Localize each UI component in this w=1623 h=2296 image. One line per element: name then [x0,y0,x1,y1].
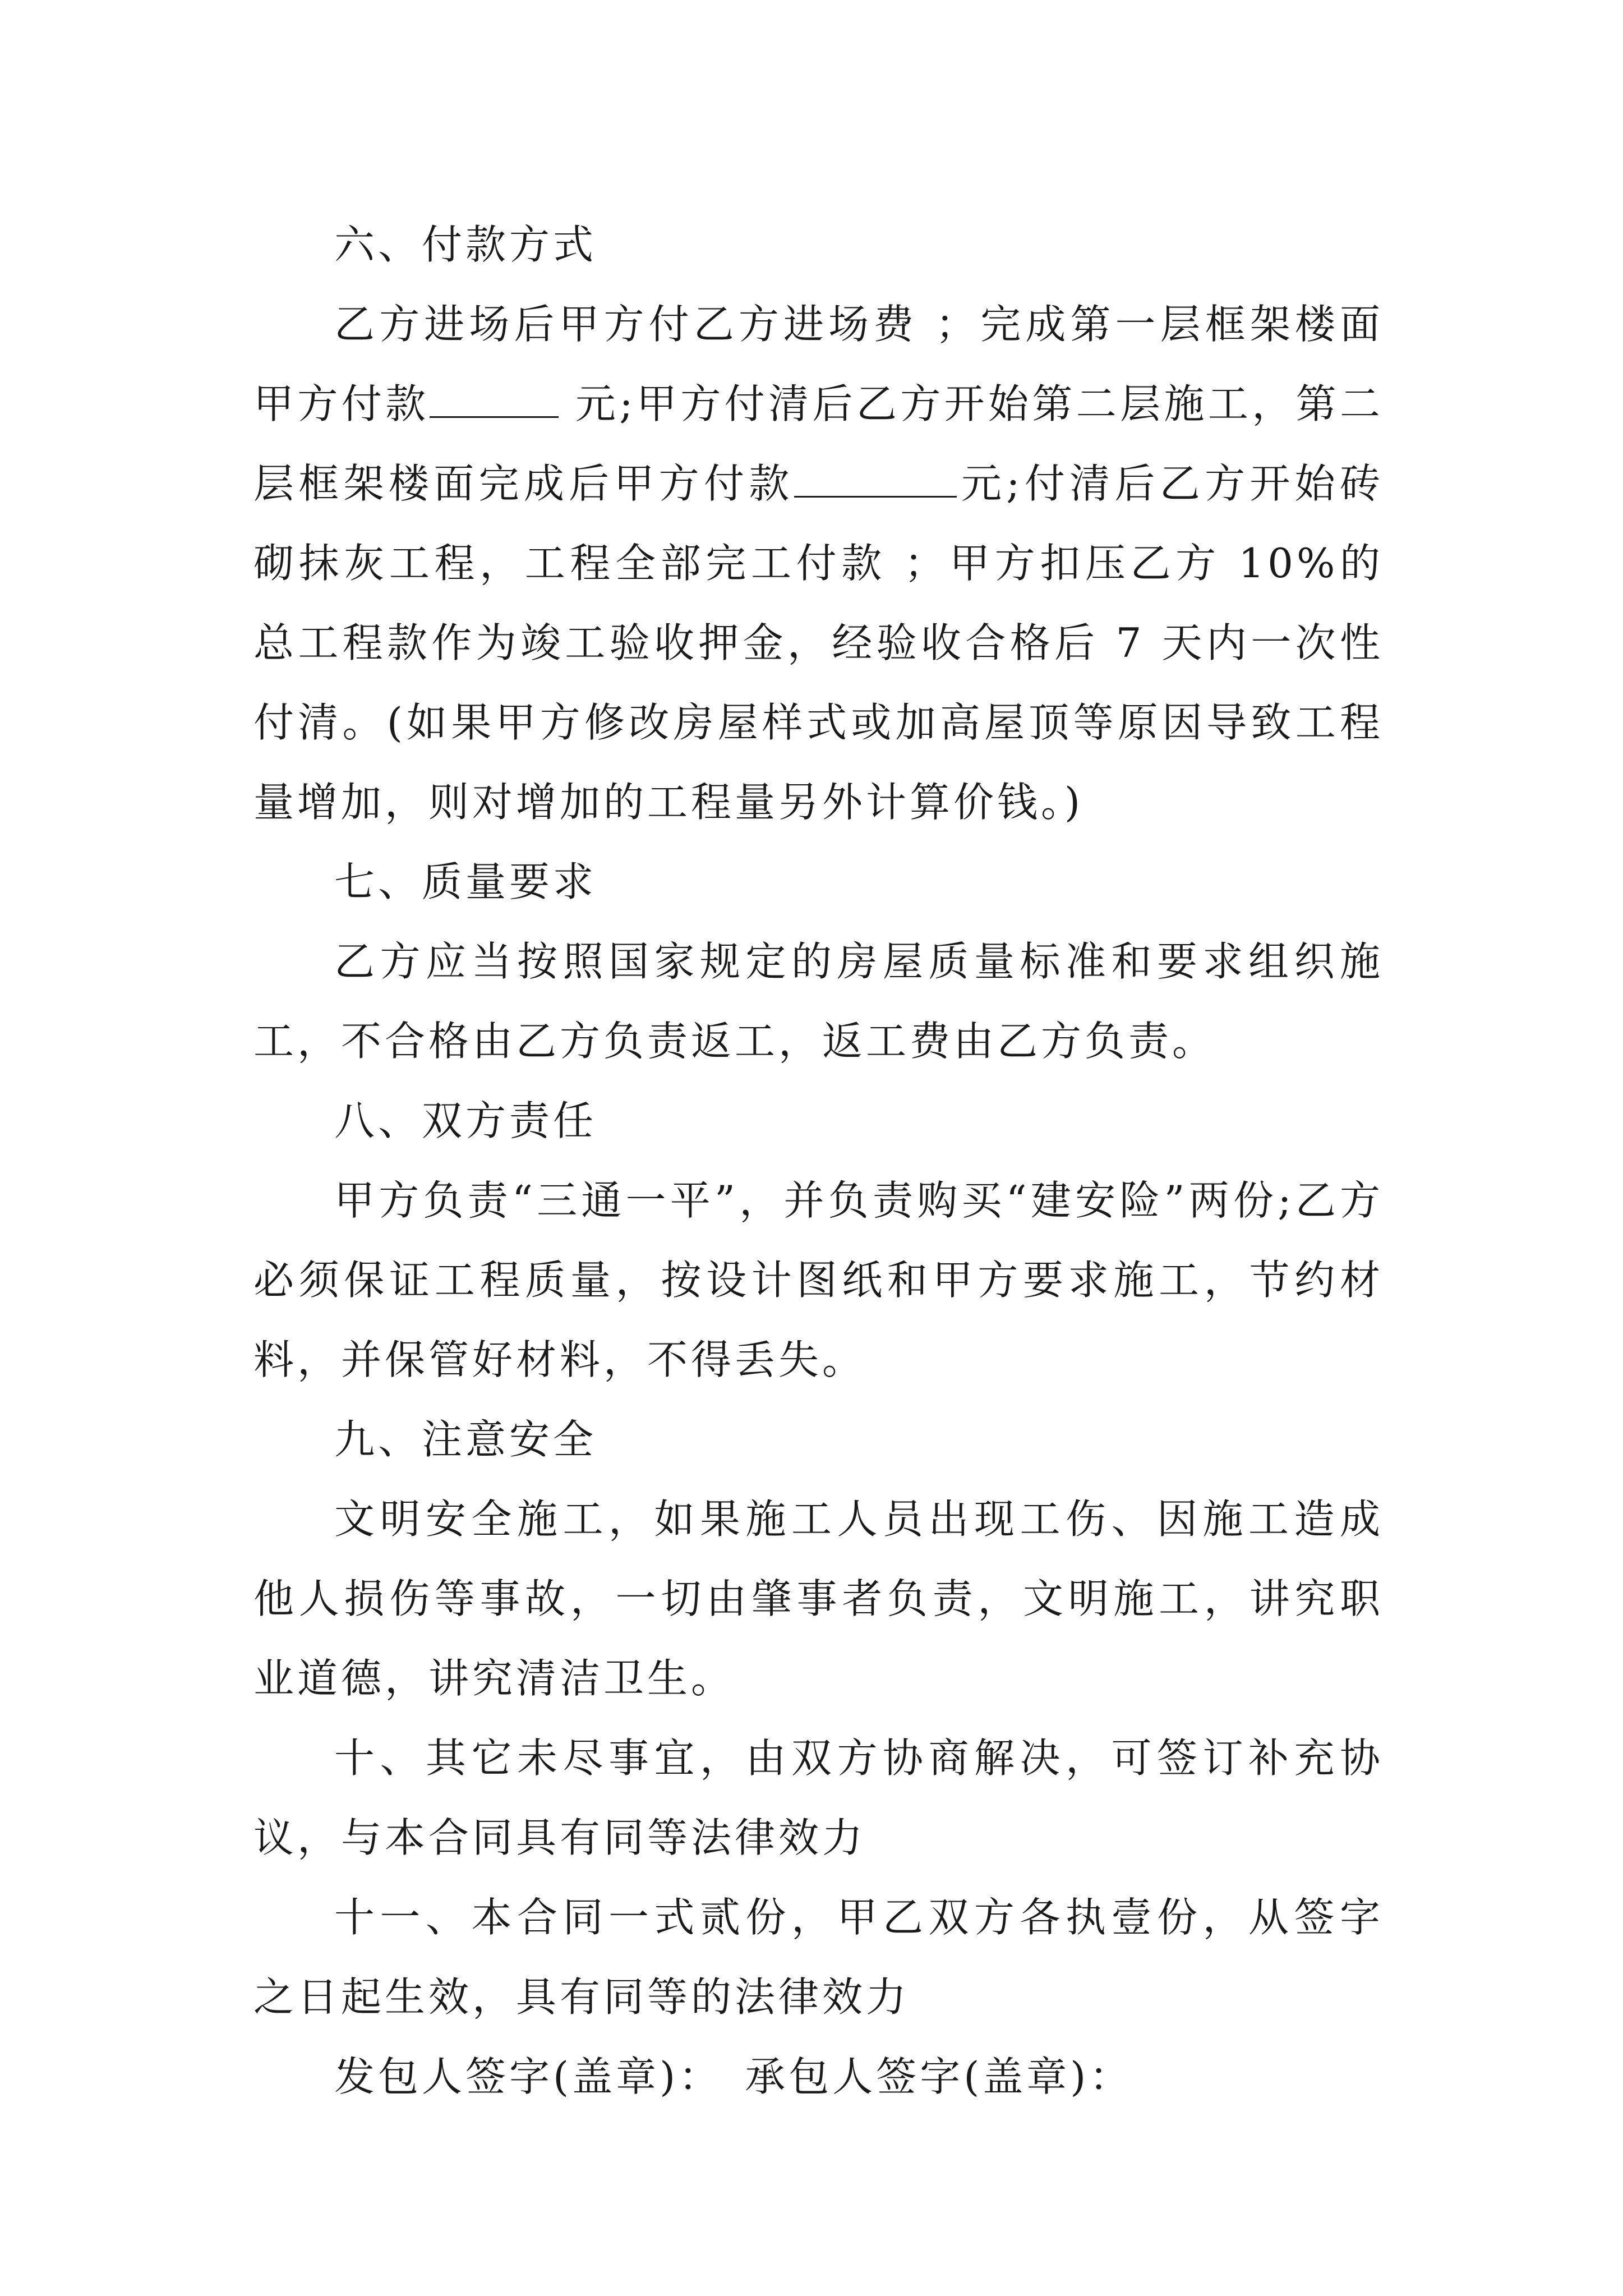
section-heading-payment: 六、付款方式 [334,221,597,268]
section-heading-quality: 七、质量要求 [334,858,597,905]
contractor-signature-label: 承包人签字(盖章)： [745,2053,1133,2100]
payment-text-1: 乙方进场后甲方付乙方进场费 ；完成第一层框架楼面甲方付款 [253,301,1384,427]
section-heading-responsibility: 八、双方责任 [334,1097,597,1144]
section-body-quality: 乙方应当按照国家规定的房屋质量标准和要求组织施工，不合格由乙方负责返工，返工费由乙方负责。 [253,938,1384,1065]
section-copies: 十一、本合同一式贰份，甲乙双方各执壹份，从签字之日起生效，具有同等的法律效力 [253,1894,1384,2021]
amount-blank-1 [430,384,559,418]
amount-blank-2 [794,463,957,498]
payment-text-3: 元;付清后乙方开始砖砌抹灰工程，工程全部完工付款 ；甲方扣压乙方 10%的总工程款作为竣工验收押金，经验收合格后 7 天内一次性付清。(如果甲方修改房屋样式或加高屋顶等原因导致工程量增加，则对增加的工程量另外计算价钱。) [253,460,1384,826]
section-heading-safety: 九、注意安全 [334,1416,597,1463]
employer-signature-label: 发包人签字(盖章)： [334,2053,723,2100]
signature-line [253,2037,1384,2116]
section-body-responsibility: 甲方负责“三通一平”，并负责购买“建安险”两份;乙方必须保证工程质量，按设计图纸和甲方要求施工，节约材料，并保管好材料，不得丢失。 [253,1177,1384,1383]
contract-page [253,205,1384,2116]
section-other-matters: 十、其它未尽事宜，由双方协商解决，可签订补充协议，与本合同具有同等法律效力 [253,1734,1384,1861]
payment-text-2: 元;甲方付清后乙方开始第二层施工，第二层框架楼面完成后甲方付款 [253,380,1384,507]
section-body-payment [253,284,1384,842]
section-body-safety: 文明安全施工，如果施工人员出现工伤、因施工造成他人损伤等事故，一切由肇事者负责，文明施工，讲究职业道德，讲究清洁卫生。 [253,1496,1384,1702]
